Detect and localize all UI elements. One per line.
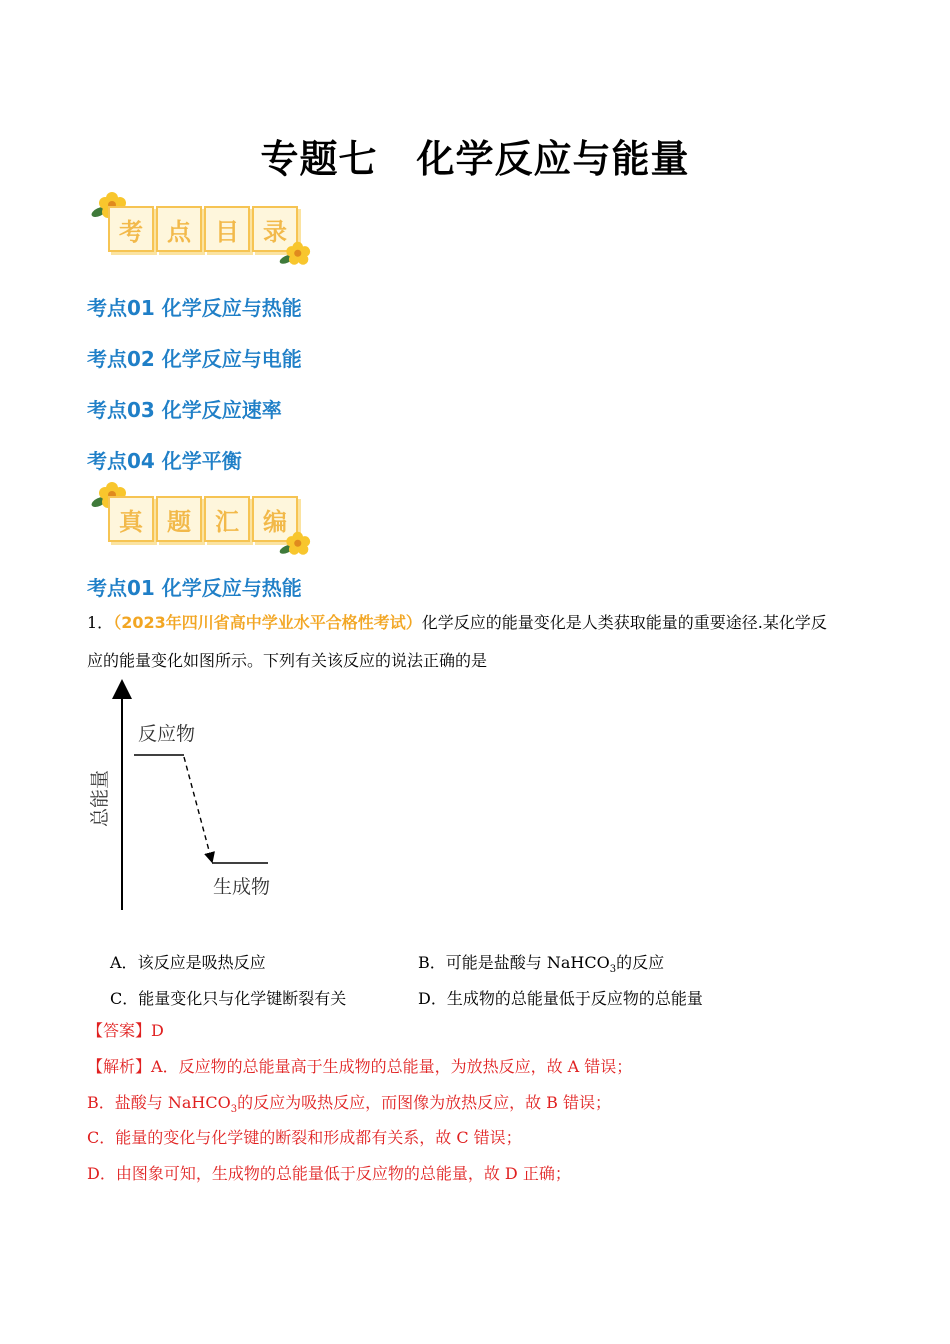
banner-char: 录 bbox=[252, 206, 298, 252]
question-number: 1． bbox=[87, 613, 114, 632]
question-source: （2023年四川省高中学业水平合格性考试） bbox=[113, 613, 422, 632]
option-a[interactable]: A．该反应是吸热反应 bbox=[110, 953, 266, 972]
product-label: 生成物 bbox=[213, 876, 271, 898]
reactant-label: 反应物 bbox=[138, 723, 196, 745]
question-text bbox=[87, 613, 867, 633]
energy-diagram bbox=[80, 675, 340, 920]
flower-icon bbox=[278, 530, 314, 560]
toc-banner bbox=[90, 190, 310, 270]
banner-char: 考 bbox=[108, 206, 154, 252]
option-d[interactable]: D．生成物的总能量低于反应物的总能量 bbox=[418, 989, 703, 1008]
banner-char: 编 bbox=[252, 496, 298, 542]
answer: 【答案】D bbox=[87, 1021, 164, 1040]
reaction-arrow bbox=[184, 757, 211, 858]
banner-char: 点 bbox=[156, 206, 202, 252]
analysis-line4: D．由图象可知，生成物的总能量低于反应物的总能量，故 D 正确； bbox=[87, 1164, 571, 1183]
banner-char: 目 bbox=[204, 206, 250, 252]
option-b[interactable]: B．可能是盐酸与 NaHCO$_3$的反应 bbox=[418, 953, 665, 976]
toc-item-03[interactable]: 考点03 化学反应速率 bbox=[87, 398, 282, 422]
toc-item-01[interactable]: 考点01 化学反应与热能 bbox=[87, 296, 302, 320]
analysis-line1: 【解析】A．反应物的总能量高于生成物的总能量，为放热反应，故 A 错误； bbox=[87, 1057, 633, 1076]
analysis-line2: B．盐酸与 NaHCO$_3$的反应为吸热反应，而图像为放热反应，故 B 错误； bbox=[87, 1093, 612, 1116]
banner-char: 真 bbox=[108, 496, 154, 542]
toc-item-04[interactable]: 考点04 化学平衡 bbox=[87, 449, 242, 473]
flower-icon bbox=[278, 240, 314, 270]
banner-char: 题 bbox=[156, 496, 202, 542]
question-line1: 化学反应的能量变化是人类获取能量的重要途径.某化学反 bbox=[421, 613, 827, 632]
banner-char: 汇 bbox=[204, 496, 250, 542]
question-text-line2: 应的能量变化如图所示。下列有关该反应的说法正确的是 bbox=[87, 651, 488, 670]
exam-banner bbox=[90, 480, 310, 560]
page-title: 专题七 化学反应与能量 bbox=[260, 137, 690, 181]
option-c[interactable]: C．能量变化只与化学键断裂有关 bbox=[110, 989, 347, 1008]
analysis-line3: C．能量的变化与化学键的断裂和形成都有关系，故 C 错误； bbox=[87, 1128, 522, 1147]
section-heading: 考点01 化学反应与热能 bbox=[87, 576, 302, 600]
y-axis-label: 总能量 bbox=[89, 769, 111, 827]
toc-item-02[interactable]: 考点02 化学反应与电能 bbox=[87, 347, 302, 371]
